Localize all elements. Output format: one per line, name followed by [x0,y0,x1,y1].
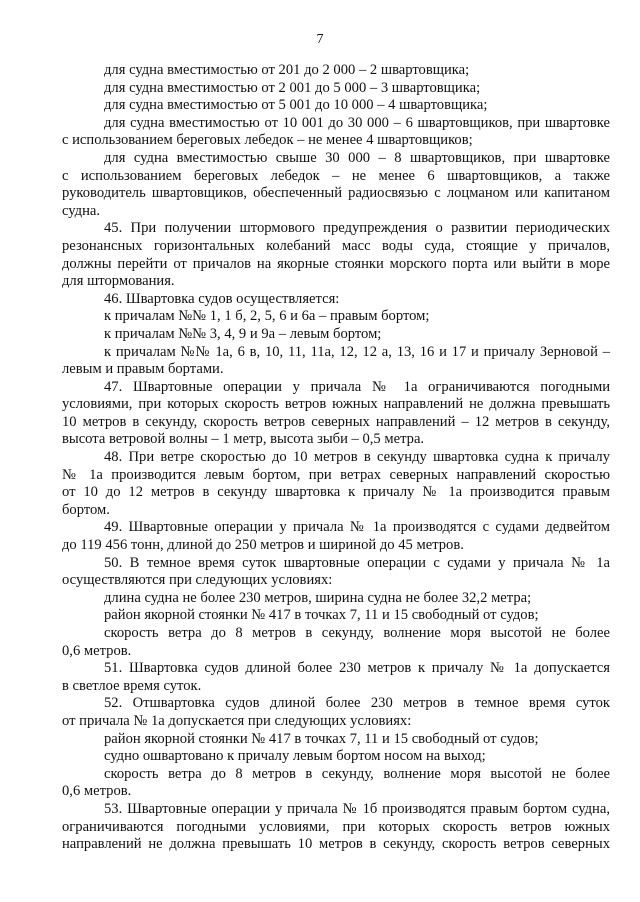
text-line: 46. Швартовка судов осуществляется: [104,290,340,307]
text-line: бортом. [62,501,110,518]
text-line: к причалам №№ 1а, 6 в, 10, 11, 11а, 12, 12 а, 13, 16 и 17 и причалу Зерновой – [104,343,610,360]
text-line: 45. При получении штормового предупреждения о развитии периодических [104,220,610,237]
text-line: в светлое время суток. [62,677,202,694]
text-line: длина судна не более 230 метров, ширина судна не более 32,2 метра; [104,589,532,606]
text-line: для судна вместимостью от 201 до 2 000 – 2 швартовщика; [104,62,470,78]
text-line: должны перейти от причалов на якорные стоянки морского порта или выйти в море [62,255,610,272]
text-line: для судна вместимостью свыше 30 000 – 8 швартовщиков, при швартовке [104,149,610,166]
text-line: для штормования. [62,273,175,290]
text-line: 49. Швартовные операции у причала № 1а производятся с судами дедвейтом [104,519,610,536]
text-line: скорость ветра до 8 метров в секунду, волнение моря высотой не более [104,625,610,641]
text-line: ограничиваются погодными условиями, при которых скорость ветров южных [62,818,610,835]
text-line: судна. [62,202,101,219]
text-line: скорость ветра до 8 метров в секунду, волнение моря высотой не более [104,765,610,782]
text-line: высота ветровой волны – 1 метр, высота зыби – 0,5 метра. [62,431,425,448]
text-line: от причала № 1а допускается при следующих условиях: [62,712,412,729]
text-line: для судна вместимостью от 10 001 до 30 000 – 6 швартовщиков, при швартовке [104,114,610,131]
page-number: 7 [316,32,324,47]
text-line: 0,6 метров. [62,642,132,659]
text-line: для судна вместимостью от 5 001 до 10 000 – 4 швартовщика; [104,97,488,114]
text-line: к причалам №№ 3, 4, 9 и 9а – левым бортом; [104,325,382,342]
text-line: 47. Швартовные операции у причала № 1а ограничиваются погодными [104,378,610,395]
text-line: район якорной стоянки № 417 в точках 7, 11 и 15 свободный от судов; [104,730,539,747]
text-line: для судна вместимостью от 2 001 до 5 000 – 3 швартовщика; [104,79,481,96]
text-line: судно ошвартовано к причалу левым бортом носом на выход; [104,748,486,765]
text-line: руководитель швартовщиков, обеспеченный радиосвязью с лоцманом или капитаном [62,185,610,202]
document-body [62,62,610,854]
text-line: 53. Швартовные операции у причала № 1б производятся правым бортом судна, [104,800,610,817]
text-line: 0,6 метров. [62,783,132,800]
text-line: к причалам №№ 1, 1 б, 2, 5, 6 и 6а – правым бортом; [104,308,430,325]
text-line: с использованием береговых лебедок – не менее 4 швартовщиков; [62,132,473,149]
text-line: 51. Швартовка судов длиной более 230 метров к причалу № 1а допускается [104,660,610,677]
text-line: с использованием береговых лебедок – не менее 6 швартовщиков, а также [62,167,610,184]
text-line: от 10 до 12 метров в секунду швартовка к причалу № 1а производится правым [62,484,610,501]
text-line: условиями, при которых скорость ветров южных направлений не должна превышать [62,396,610,413]
text-line: 52. Отшвартовка судов длиной более 230 метров в темное время суток [104,695,610,712]
text-line: до 119 456 тонн, длиной до 250 метров и шириной до 45 метров. [62,537,464,554]
text-line: 48. При ветре скоростью до 10 метров в секунду швартовка судна к причалу [104,449,610,466]
text-line: резонансных горизонтальных колебаний масс воды суда, стоящие у причалов, [62,237,610,254]
text-line: левым и правым бортами. [62,361,224,378]
text-line: 50. В темное время суток швартовные операции с судами у причала № 1а [104,554,610,571]
text-line: 10 метров в секунду, скорость ветров северных направлений – 12 метров в секунду, [62,413,610,430]
text-line: № 1а производится левым бортом, при ветрах северных направлений скоростью [62,466,610,483]
text-line: осуществляются при следующих условиях: [62,572,333,589]
text-line: район якорной стоянки № 417 в точках 7, 11 и 15 свободный от судов; [104,607,539,624]
text-line: направлений не должна превышать 10 метров в секунду, скорость ветров северных [62,836,610,853]
